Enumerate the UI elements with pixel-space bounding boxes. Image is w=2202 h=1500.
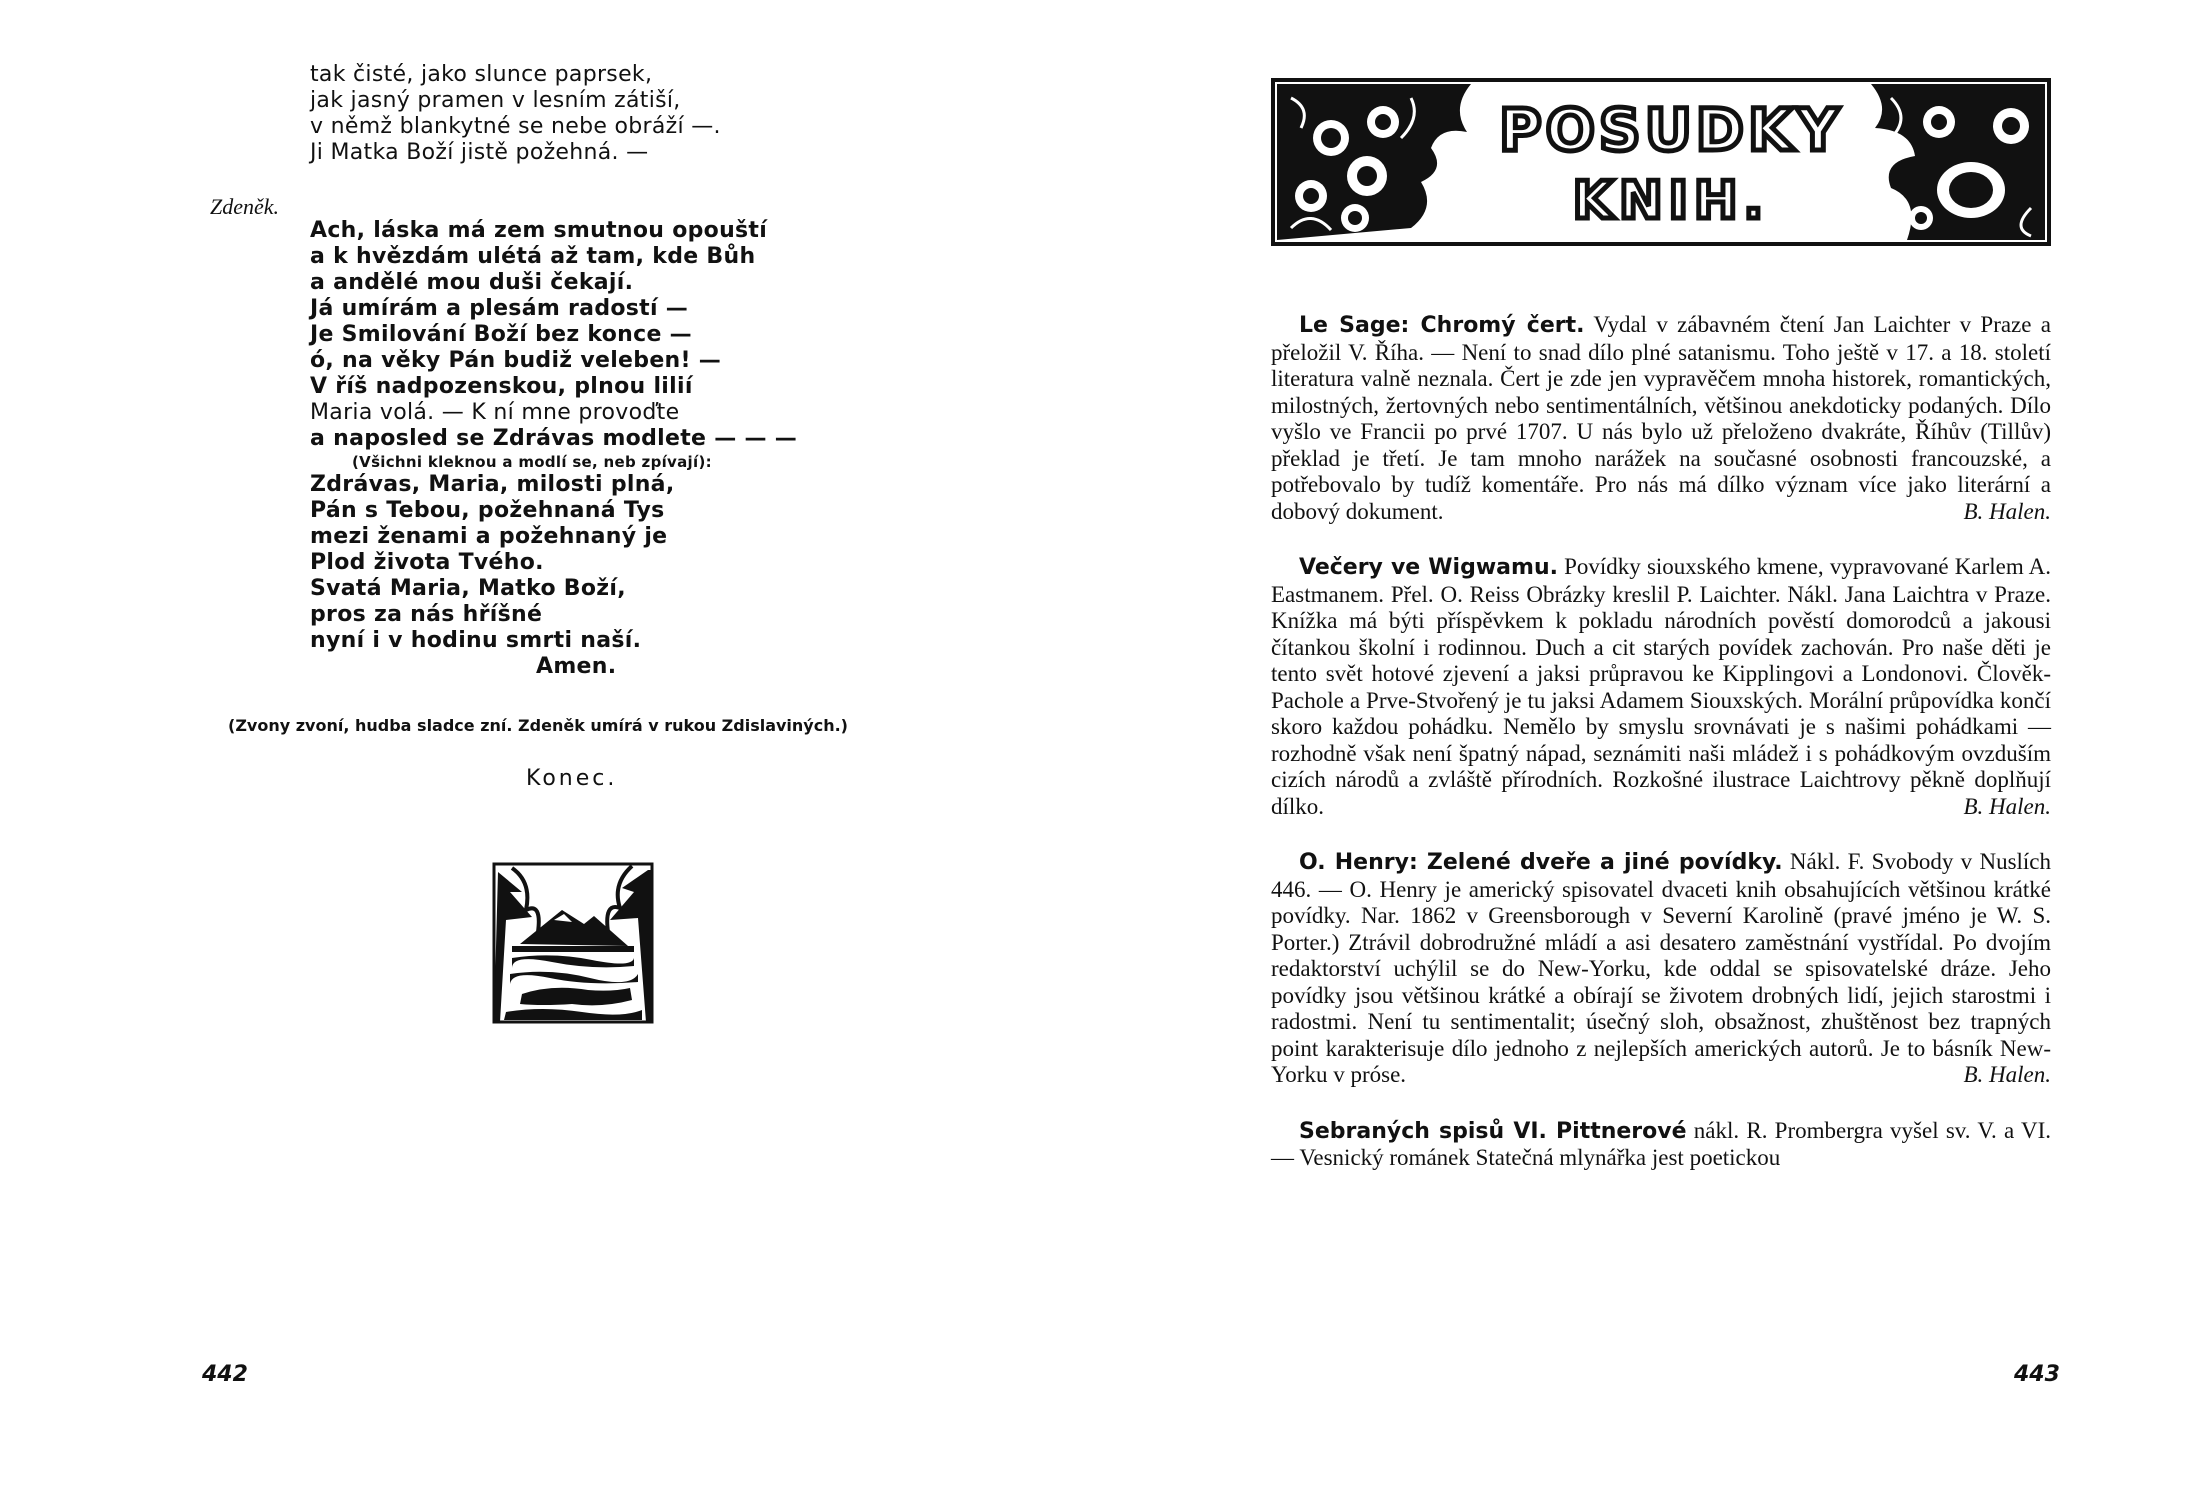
review-title: Le Sage: Chromý čert. [1299,313,1585,338]
poem [310,62,870,680]
prayer-line: nyní i v hodinu smrti naší. [310,628,642,653]
page-number-left: 442 [202,1362,248,1387]
page-number-right: 443 [2014,1362,2060,1387]
review-signature: B. Halen. [1963,793,2051,819]
poem-stanza-main [310,218,870,680]
poem-line: ó, na věky Pán budiž veleben! — [310,348,722,373]
review-item [1271,312,2051,525]
poem-line: a k hvězdám ulétá až tam, kde Bůh [310,244,756,269]
amen: Amen. [536,654,617,679]
poem-line: Ji Matka Boží jistě požehná. — [310,140,649,165]
review-signature: B. Halen. [1963,1062,2051,1087]
right-page [1101,0,2202,1500]
prayer-line: Svatá Maria, Matko Boží, [310,576,626,601]
review-item [1271,554,2051,820]
poem-line: Ach, láska má zem smutnou opouští [310,218,768,243]
prayer-line: Plod života Tvého. [310,550,544,575]
review-item [1271,1118,2051,1172]
review-item [1271,849,2051,1089]
prayer-line: Zdrávas, Maria, milosti plná, [310,472,675,497]
header-title-line1: POSUDKY [1499,96,1843,164]
review-body: Povídky siouxského kmene, vypravované Karlem A. Eastmanem. Přel. O. Reiss Obrázky kreslil P. Laichter. Nákl. Jana Laichtra v Praze. Knížka má býti příspěvkem k pokladu národních pověstí domorodců a jakousi čítankou školní i rodinnou. Duch a cit starých povídek zachován. Pro naše děti je tento svět hotové zjevení a jaksi průpravou ke Kipplingovi a Londonovi. Člověk-Pachole a Prve-Stvořený je tu jaksi Adamem Siouxských. Morální průpovídka končí skoro každou pohádku. Nemělo by smyslu srovnávati je s našimi pohádkami — rozhodně však není špatný nápad, seznámiti naši mládež i s pohádkovým ovzduším cizích národů a zvláště přírodních. Rozkošné ilustrace Laichtrovy pěkně doplňují dílko. [1271,554,2051,819]
woodcut-vignette-image [492,862,654,1024]
speaker-name: Zdeněk. [210,194,280,219]
review-signature: B. Halen. [1963,498,2051,524]
posudky-knih-header-illustration [1271,78,2051,246]
review-body: nákl. R. Prombergra vyšel sv. V. a VI. — Vesnický románek Statečná mlynářka jest poetickou [1271,1117,2052,1170]
header-title-line2: KNIH. [1572,171,1770,231]
review-body: Nákl. F. Svobody v Nuslích 446. — O. Henry je americký spisovatel dvaceti knih obsahujících většinou krátké povídky. Nar. 1862 v Greensborough v Severní Karolině (pravé jméno je W. S. Porter.) Ztrávil dobrodružné mládí a asi desatero zaměstnání vystřídal. Po dvojím redaktorství uchýlil se do New-Yorku, kde oddal se spisovatelské dráze. Jeho povídky jsou většinou krátké a obírají se životem drobných lidí, jejich starostmi i radostmi. Není tu sentimentalit; úsečný sloh, obsažnost, zhuštěnost bez trapných point karakterisuje dílo jednoho z nejlepších amerických autorů. Je to básník New-Yorku v próse. [1271,849,2052,1087]
review-body: Vydal v zábavném čtení Jan Laichter v Praze a přeložil V. Říha. — Není to snad dílo plné satanismu. Toho ještě v 17. a 18. století literatura valně neznala. Čert je zde jen vypravěčem mnoha historek, romantických, milostných, žertovných nebo sentimentálních, většinou anekdoticky podaných. Dílo vyšlo ve Francii po prvé 1707. U nás bylo už přeloženo dvakráte, Říhův (Tillův) překlad je třetí. Je tam mnoho narážek na současné osobnosti francouzské, a potřebovalo by tudíž komentáře. Pro nás má dílko význam více jako literární a dobový dokument. [1271,312,2051,524]
review-title: O. Henry: Zelené dveře a jiné povídky. [1299,850,1783,875]
poem-line: a andělé mou duši čekají. [310,270,634,295]
prayer-line: pros za nás hříšné [310,602,543,627]
poem-line: jak jasný pramen v lesním zátiší, [310,88,681,113]
stage-direction: (Všichni kleknou a modlí se, neb zpívají): [352,453,712,471]
prayer-line: Pán s Tebou, požehnaná Tys [310,498,665,523]
book-reviews [1271,312,2051,1201]
prayer-line: mezi ženami a požehnaný je [310,524,668,549]
poem-line: Já umírám a plesám radostí — [310,296,689,321]
end-marker: Konec. [526,766,618,791]
review-title: Večery ve Wigwamu. [1299,555,1558,580]
poem-line: V říš nadpozenskou, plnou lilií [310,374,693,399]
poem-stanza-top [310,62,870,166]
poem-line: Maria volá. — K ní mne provoďte [310,400,680,425]
poem-line: v němž blankytné se nebe obráží —. [310,114,721,139]
poem-line: a naposled se Zdrávas modlete — — — [310,426,798,451]
poem-line: Je Smilování Boží bez konce — [310,322,692,347]
review-title: Sebraných spisů VI. Pittnerové [1299,1118,1687,1144]
final-stage-direction: (Zvony zvoní, hudba sladce zní. Zdeněk umírá v rukou Zdislaviných.) [228,716,848,735]
poem-line: tak čisté, jako slunce paprsek, [310,62,653,87]
